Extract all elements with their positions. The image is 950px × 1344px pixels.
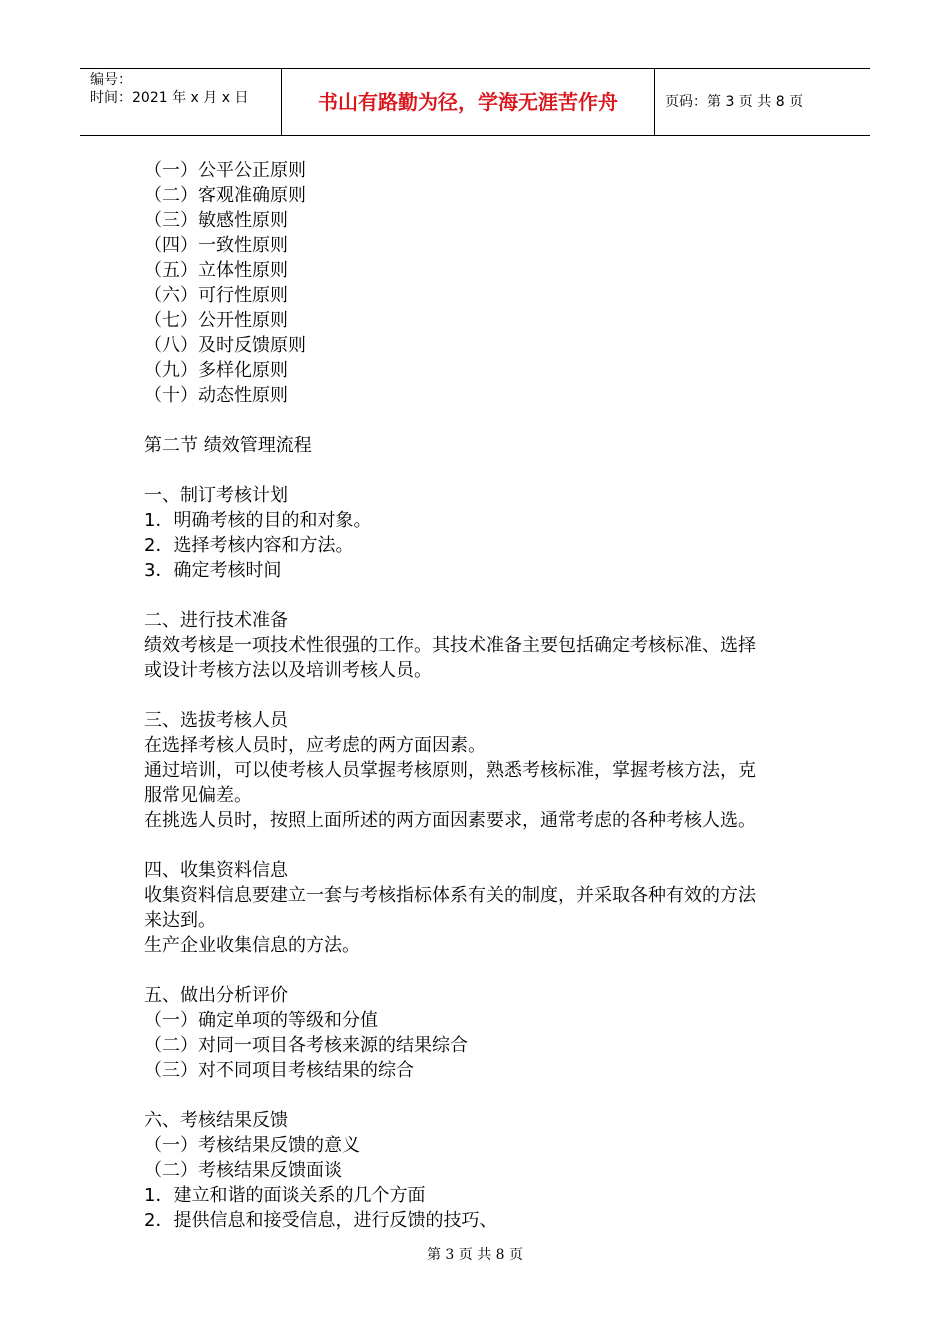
paragraph-line: 来达到。	[144, 910, 216, 931]
section-title: 第二节 绩效管理流程	[144, 435, 312, 456]
principle-item: （八）及时反馈原则	[144, 335, 306, 356]
paragraph-line: （二）对同一项目各考核来源的结果综合	[144, 1035, 468, 1056]
principle-item: （七）公开性原则	[144, 310, 288, 331]
principle-item: （四）一致性原则	[144, 235, 288, 256]
numbered-item: 2．选择考核内容和方法。	[144, 535, 354, 556]
document-body	[144, 158, 824, 1233]
header-motto: 书山有路勤为径，学海无涯苦作舟	[282, 69, 655, 135]
header-page-code: 页码：第 3 页 共 8 页	[665, 94, 804, 110]
principle-item: （十）动态性原则	[144, 385, 288, 406]
subsection-heading: 五、做出分析评价	[144, 985, 288, 1006]
paragraph-line: 生产企业收集信息的方法。	[144, 935, 360, 956]
paragraph-line: （一）考核结果反馈的意义	[144, 1135, 360, 1156]
principle-item: （二）客观准确原则	[144, 185, 306, 206]
page-header	[80, 68, 870, 136]
numbered-item: 3．确定考核时间	[144, 560, 282, 581]
paragraph-line: （三）对不同项目考核结果的综合	[144, 1060, 414, 1081]
paragraph-line: 服常见偏差。	[144, 785, 252, 806]
paragraph-line: 通过培训，可以使考核人员掌握考核原则，熟悉考核标准，掌握考核方法，克	[144, 760, 756, 781]
paragraph-line: （一）确定单项的等级和分值	[144, 1010, 378, 1031]
subsection-heading: 三、选拔考核人员	[144, 710, 288, 731]
header-meta-cell	[80, 69, 282, 135]
subsection-heading: 六、考核结果反馈	[144, 1110, 288, 1131]
paragraph-line: 在选择考核人员时，应考虑的两方面因素。	[144, 735, 486, 756]
document-time-label: 时间：2021 年 x 月 x 日	[90, 90, 249, 106]
principle-item: （三）敏感性原则	[144, 210, 288, 231]
numbered-item: 1．明确考核的目的和对象。	[144, 510, 372, 531]
paragraph-line: 或设计考核方法以及培训考核人员。	[144, 660, 432, 681]
page-footer: 第 3 页 共 8 页	[426, 1247, 524, 1263]
paragraph-line: 2．提供信息和接受信息，进行反馈的技巧、	[144, 1210, 498, 1231]
paragraph-line: （二）考核结果反馈面谈	[144, 1160, 342, 1181]
paragraph-line: 收集资料信息要建立一套与考核指标体系有关的制度，并采取各种有效的方法	[144, 885, 756, 906]
paragraph-line: 1．建立和谐的面谈关系的几个方面	[144, 1185, 426, 1206]
spacer	[144, 408, 824, 433]
spacer	[144, 1083, 824, 1108]
subsection-heading: 四、收集资料信息	[144, 860, 288, 881]
subsection-heading: 二、进行技术准备	[144, 610, 288, 631]
spacer	[144, 583, 824, 608]
spacer	[144, 458, 824, 483]
paragraph-line: 在挑选人员时，按照上面所述的两方面因素要求，通常考虑的各种考核人选。	[144, 810, 756, 831]
document-number-label: 编号：	[90, 72, 132, 88]
paragraph-line: 绩效考核是一项技术性很强的工作。其技术准备主要包括确定考核标准、选择	[144, 635, 756, 656]
subsection-heading: 一、制订考核计划	[144, 485, 288, 506]
spacer	[144, 958, 824, 983]
spacer	[144, 683, 824, 708]
principle-item: （九）多样化原则	[144, 360, 288, 381]
spacer	[144, 833, 824, 858]
principle-item: （五）立体性原则	[144, 260, 288, 281]
principle-item: （一）公平公正原则	[144, 160, 306, 181]
principle-item: （六）可行性原则	[144, 285, 288, 306]
